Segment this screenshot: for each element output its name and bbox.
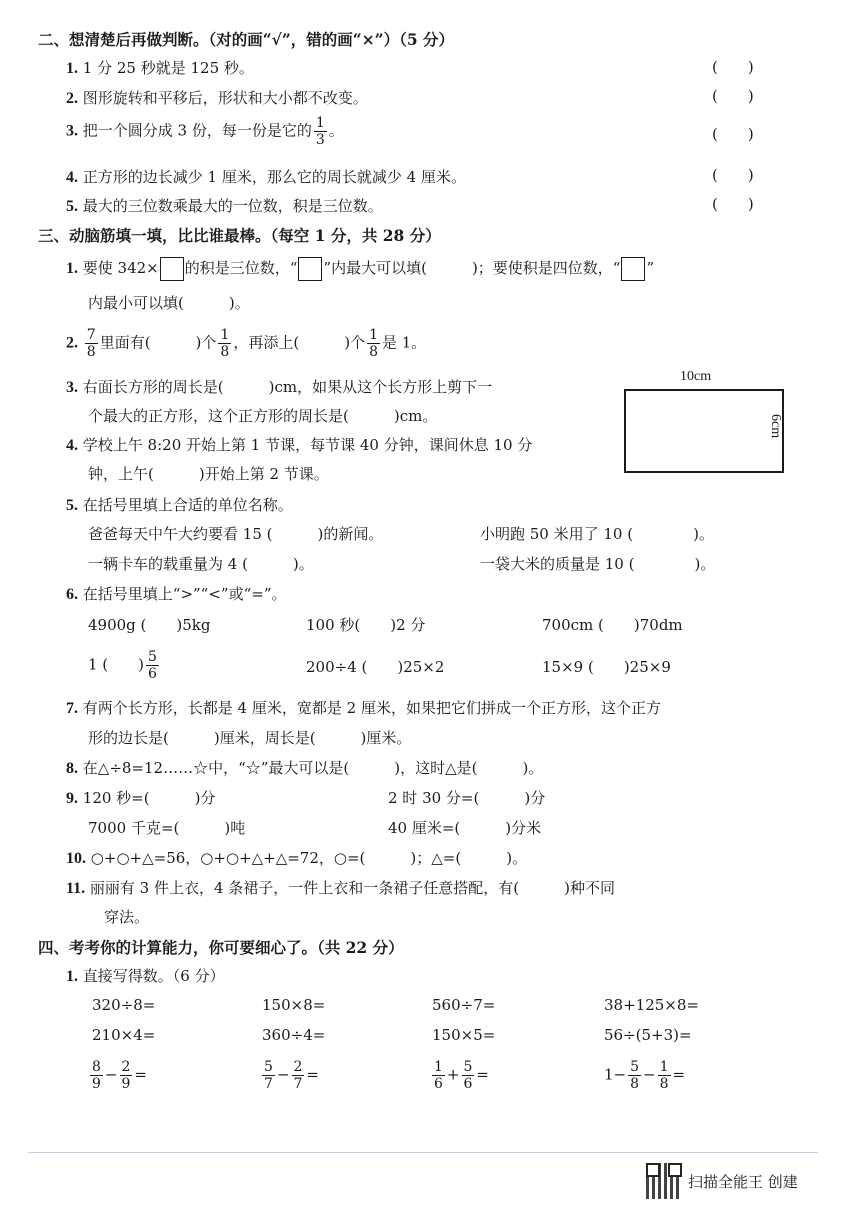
fraction: $\frac{5}{8}$ bbox=[630, 1059, 640, 1092]
item-number: 4. bbox=[66, 169, 78, 186]
s3-q5b: 小明跑 50 米用了 10 ( )。 bbox=[480, 525, 714, 543]
s3-q5a: 爸爸每天中午大约要看 15 ( )的新闻。 bbox=[88, 525, 384, 543]
fraction: $\frac{7}{8}$ bbox=[86, 327, 96, 360]
fraction: $\frac{5}{6}$ bbox=[148, 649, 157, 682]
item-text: 1 分 25 秒就是 125 秒。 bbox=[82, 59, 254, 77]
section-3-title: 三、动脑筋填一填，比比谁最棒。（每空 1 分，共 28 分） bbox=[38, 226, 441, 245]
q1-text-b: 的积是三位数，“ bbox=[184, 259, 298, 277]
s3-q4-line1 bbox=[66, 434, 532, 455]
item-number: 1. bbox=[66, 968, 78, 985]
s3-q3-line2: 个最大的正方形，这个正方形的周长是( )cm。 bbox=[88, 407, 438, 425]
s3-q6c: 700cm ( )70dm bbox=[542, 616, 683, 634]
rect-width-label: 10cm bbox=[680, 369, 712, 384]
s3-q6d bbox=[88, 650, 161, 681]
s4-q1 bbox=[66, 965, 225, 986]
qr-code-icon bbox=[646, 1163, 682, 1199]
calc-r3-c4: 1− $\frac{5}{8}$ − $\frac{1}{8}$ = bbox=[604, 1059, 686, 1092]
item-text: 把一个圆分成 3 份，每一份是它的 bbox=[82, 121, 312, 140]
item-number: 10. bbox=[66, 850, 86, 867]
footer-brand-text: 扫描全能王 创建 bbox=[688, 1172, 798, 1191]
section-2-title: 二、想清楚后再做判断。（对的画“√”，错的画“×”）（5 分） bbox=[38, 30, 455, 49]
item-number: 8. bbox=[66, 760, 78, 777]
q1-text-c: ”内最大可以填( )；要使积是四位数，“ bbox=[323, 259, 621, 277]
s3-q9d: 40 厘米=( )分米 bbox=[388, 819, 542, 837]
s3-q7-line1 bbox=[66, 697, 661, 718]
item-number: 11. bbox=[66, 880, 86, 897]
fraction: $\frac{5}{6}$ bbox=[463, 1059, 473, 1092]
q5-text: 在括号里填上合适的单位名称。 bbox=[82, 496, 293, 514]
s3-q5c: 一辆卡车的载重量为 4 ( )。 bbox=[88, 555, 314, 573]
item-number: 2. bbox=[66, 334, 78, 352]
fraction: $\frac{8}{9}$ bbox=[92, 1059, 101, 1092]
blank-box[interactable] bbox=[621, 257, 645, 281]
fraction: $\frac{2}{7}$ bbox=[293, 1059, 303, 1092]
q6d-text: 1 ( ) bbox=[88, 655, 145, 674]
q3-text-a: 右面长方形的周长是( )cm，如果从这个长方形上剪下一 bbox=[82, 378, 493, 396]
calc-r1-c2: 150×8= bbox=[262, 996, 326, 1014]
blank-box[interactable] bbox=[160, 257, 184, 281]
item-number: 7. bbox=[66, 700, 78, 717]
s3-q6b: 100 秒( )2 分 bbox=[306, 616, 426, 634]
fraction: $\frac{1}{8}$ bbox=[369, 327, 378, 360]
s2-item-5 bbox=[66, 195, 383, 216]
scanner-footer bbox=[646, 1163, 798, 1199]
s3-q6f: 15×9 ( )25×9 bbox=[542, 658, 671, 676]
item-text: 图形旋转和平移后，形状和大小都不改变。 bbox=[82, 89, 368, 107]
q8-text: 在△÷8=12……☆中，“☆”最大可以是( )，这时△是( )。 bbox=[82, 759, 544, 777]
fraction: $\frac{1}{3}$ bbox=[315, 115, 325, 148]
s3-q9c: 7000 千克=( )吨 bbox=[88, 819, 246, 837]
item-number: 4. bbox=[66, 437, 78, 454]
item-number: 6. bbox=[66, 586, 78, 603]
answer-paren-5[interactable]: ( ) bbox=[712, 195, 754, 213]
calc-r2-c3: 150×5= bbox=[432, 1026, 496, 1044]
s3-q3-line1 bbox=[66, 376, 492, 397]
s3-q10 bbox=[66, 847, 527, 868]
s2-item-2 bbox=[66, 87, 368, 108]
item-number: 5. bbox=[66, 198, 78, 215]
calc-r3-c3: $\frac{1}{6}$ + $\frac{5}{6}$ = bbox=[434, 1059, 489, 1092]
item-number: 1. bbox=[66, 60, 78, 77]
s3-q11-line1 bbox=[66, 877, 615, 898]
q6-text: 在括号里填上“>”“<”或“=”。 bbox=[82, 585, 287, 603]
q2-text-a: 里面有( )个 bbox=[99, 333, 217, 352]
calc-r2-c1: 210×4= bbox=[92, 1026, 156, 1044]
item-number: 1. bbox=[66, 260, 78, 277]
section-4-title: 四、考考你的计算能力，你可要细心了。（共 22 分） bbox=[38, 938, 404, 957]
s3-q1-line1 bbox=[66, 257, 654, 281]
q1-text-d: ” bbox=[646, 259, 655, 277]
item-text: 最大的三位数乘最大的一位数，积是三位数。 bbox=[82, 197, 383, 215]
s2-item-3 bbox=[66, 116, 344, 147]
item-number: 3. bbox=[66, 122, 78, 140]
calc-r2-c2: 360÷4= bbox=[262, 1026, 326, 1044]
s2-item-1 bbox=[66, 57, 254, 78]
answer-paren-1[interactable]: ( ) bbox=[712, 58, 754, 76]
fraction: $\frac{1}{8}$ bbox=[220, 327, 230, 360]
fraction: $\frac{2}{9}$ bbox=[121, 1059, 131, 1092]
calc-r1-c4: 38+125×8= bbox=[604, 996, 699, 1014]
s3-q6a: 4900g ( )5kg bbox=[88, 616, 211, 634]
item-number: 2. bbox=[66, 90, 78, 107]
answer-paren-4[interactable]: ( ) bbox=[712, 166, 754, 184]
s3-q6 bbox=[66, 583, 287, 604]
q2-text-c: 是 1。 bbox=[381, 333, 427, 352]
s3-q2 bbox=[66, 328, 426, 359]
page-bottom-line bbox=[28, 1152, 818, 1153]
s3-q11-line2: 穿法。 bbox=[104, 908, 150, 926]
s3-q4-line2: 钟，上午( )开始上第 2 节课。 bbox=[88, 465, 329, 483]
q10-text: ○+○+△=56，○+○+△+△=72，○=( )；△=( )。 bbox=[90, 849, 528, 867]
item-number: 9. bbox=[66, 790, 78, 807]
s3-q6e: 200÷4 ( )25×2 bbox=[306, 658, 445, 676]
calc-r3-c2: $\frac{5}{7}$ − $\frac{2}{7}$ = bbox=[264, 1059, 319, 1092]
calc-r3-c1: $\frac{8}{9}$ − $\frac{2}{9}$ = bbox=[92, 1059, 147, 1092]
item-text: 正方形的边长减少 1 厘米，那么它的周长就减少 4 厘米。 bbox=[82, 168, 466, 186]
calc-r2-c4: 56÷(5+3)= bbox=[604, 1026, 692, 1044]
item-number: 5. bbox=[66, 497, 78, 514]
answer-paren-2[interactable]: ( ) bbox=[712, 87, 754, 105]
fraction: $\frac{1}{6}$ bbox=[434, 1059, 443, 1092]
answer-paren-3[interactable]: ( ) bbox=[712, 125, 754, 143]
s3-q9a-row bbox=[66, 787, 215, 808]
s3-q7-line2: 形的边长是( )厘米，周长是( )厘米。 bbox=[88, 729, 412, 747]
item-tail: 。 bbox=[328, 121, 344, 140]
s2-item-4 bbox=[66, 166, 466, 187]
q7-text-a: 有两个长方形，长都是 4 厘米，宽都是 2 厘米，如果把它们拼成一个正方形，这个正方 bbox=[82, 699, 661, 717]
s3-q9b: 2 时 30 分=( )分 bbox=[388, 789, 546, 807]
fraction: $\frac{1}{8}$ bbox=[659, 1059, 669, 1092]
q4-text-a: 学校上午 8:20 开始上第 1 节课，每节课 40 分钟，课间休息 10 分 bbox=[82, 436, 533, 454]
calc-r1-c3: 560÷7= bbox=[432, 996, 496, 1014]
calc-r1-c1: 320÷8= bbox=[92, 996, 156, 1014]
rect-height-label: 6cm bbox=[768, 414, 783, 439]
s3-q5 bbox=[66, 494, 293, 515]
s3-q5d: 一袋大米的质量是 10 ( )。 bbox=[480, 555, 716, 573]
s3-q1-line2: 内最小可以填( )。 bbox=[88, 294, 250, 312]
q2-text-b: ，再添上( )个 bbox=[233, 333, 366, 352]
s3-q8 bbox=[66, 757, 543, 778]
q1-text-a: 要使 342× bbox=[82, 259, 159, 277]
fraction: $\frac{5}{7}$ bbox=[264, 1059, 273, 1092]
q11-text-a: 丽丽有 3 件上衣，4 条裙子，一件上衣和一条裙子任意搭配，有( )种不同 bbox=[89, 879, 616, 897]
item-number: 3. bbox=[66, 379, 78, 396]
rectangle-figure bbox=[624, 389, 784, 473]
q9a-text: 120 秒=( )分 bbox=[82, 789, 216, 807]
s4-q1-text: 直接写得数。（6 分） bbox=[82, 967, 225, 985]
blank-box[interactable] bbox=[298, 257, 322, 281]
